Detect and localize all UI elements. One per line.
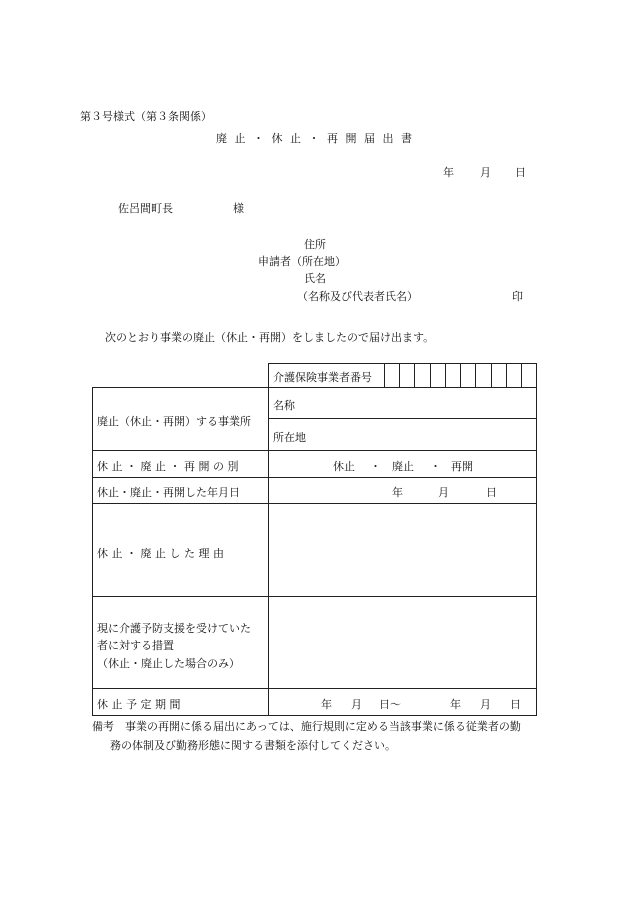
type-option-resume: 再開: [451, 460, 473, 473]
date-day-label: 日: [515, 166, 526, 179]
type-separator: ・: [370, 460, 381, 473]
addressee-name: 佐呂間町長: [118, 202, 173, 215]
date-row-year: 年: [392, 486, 403, 499]
period-end-month: 月: [480, 698, 491, 711]
period-start-month: 月: [351, 698, 362, 711]
period-end-day: 日: [510, 698, 521, 711]
date-row-label: 休止・廃止・再開した年月日: [97, 486, 240, 499]
office-name-label: 名称: [273, 399, 295, 412]
applicant-address-label: 住所: [304, 238, 326, 251]
office-label: 廃止（休止・再開）する事業所: [97, 415, 251, 428]
period-start-year: 年: [321, 698, 332, 711]
date-row-month: 月: [438, 486, 449, 499]
measures-label-line1: 現に介護予防支援を受けていた: [97, 622, 251, 635]
date-row-day: 日: [486, 486, 497, 499]
office-address-label: 所在地: [273, 431, 306, 444]
type-label: 休 止 ・ 廃 止 ・ 再 開 の 別: [97, 460, 239, 473]
type-option-abolish: 廃止: [392, 460, 414, 473]
measures-label-line2: 者に対する措置: [97, 639, 174, 652]
date-year-label: 年: [443, 166, 454, 179]
remarks-line2: 務の体制及び勤務形態に関する書類を添付してください。: [110, 739, 396, 752]
period-start-day: 日～: [379, 698, 401, 711]
type-option-suspend: 休止: [333, 460, 355, 473]
intro-text: 次のとおり事業の廃止（休止・再開）をしましたので届け出ます。: [105, 331, 435, 344]
reason-label: 休 止 ・ 廃 止 し た 理 由: [97, 547, 224, 560]
seal-mark: 印: [512, 290, 523, 303]
remarks-line1: 備考 事業の再開に係る届出にあっては、施行規則に定める当該事業に係る従業者の勤: [92, 720, 521, 733]
form-number: 第３号様式（第３条関係）: [80, 110, 212, 123]
provider-number-label: 介護保険事業者番号: [273, 371, 372, 384]
measures-label-line3: （休止・廃止した場合のみ）: [97, 657, 240, 670]
period-end-year: 年: [450, 698, 461, 711]
applicant-name-label: 氏名: [304, 272, 326, 285]
applicant-name-note: （名称及び代表者氏名）: [297, 290, 418, 303]
date-month-label: 月: [480, 166, 491, 179]
type-separator: ・: [430, 460, 441, 473]
addressee-honorific: 様: [233, 202, 244, 215]
applicant-label: 申請者（所在地）: [258, 255, 346, 268]
page-title: 廃 止 ・ 休 止 ・ 再 開 届 出 書: [216, 132, 414, 145]
period-label: 休 止 予 定 期 間: [97, 698, 181, 711]
